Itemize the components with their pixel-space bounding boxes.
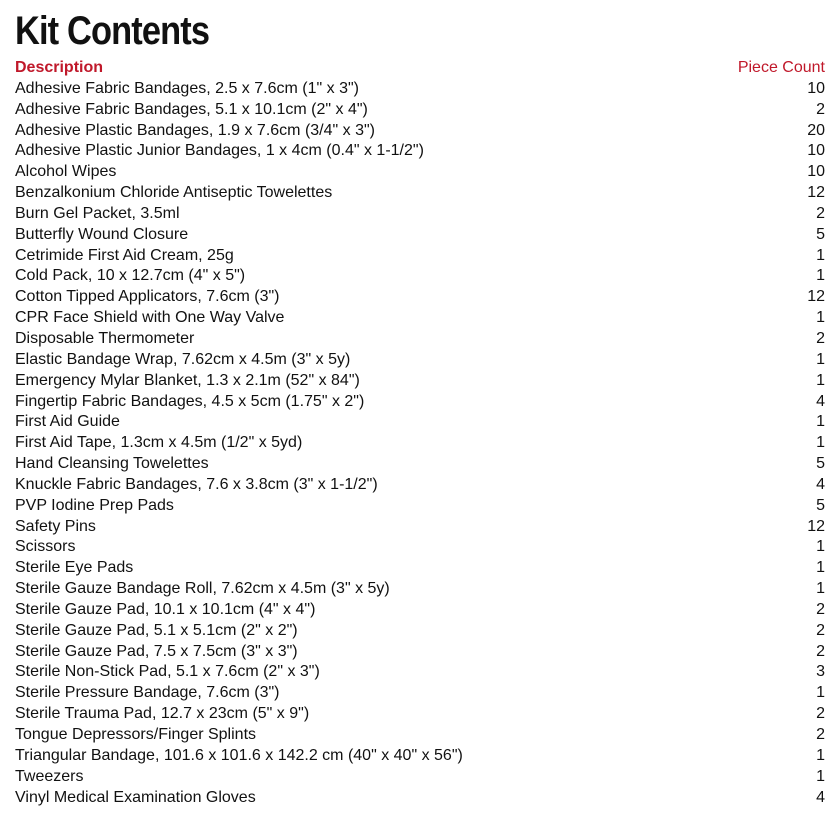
item-piece-count: 10 bbox=[807, 142, 825, 160]
item-description: Sterile Gauze Pad, 10.1 x 10.1cm (4" x 4") bbox=[15, 600, 316, 618]
page-title: Kit Contents bbox=[15, 9, 210, 53]
table-row bbox=[15, 121, 825, 142]
item-piece-count: 20 bbox=[807, 121, 825, 139]
table-row bbox=[15, 662, 825, 683]
item-description: Tweezers bbox=[15, 767, 84, 785]
table-row bbox=[15, 287, 825, 308]
item-piece-count: 1 bbox=[816, 371, 825, 389]
item-piece-count: 2 bbox=[816, 204, 825, 222]
item-description: Fingertip Fabric Bandages, 4.5 x 5cm (1.75" x 2") bbox=[15, 392, 365, 410]
table-row bbox=[15, 100, 825, 121]
item-description: First Aid Tape, 1.3cm x 4.5m (1/2" x 5yd) bbox=[15, 434, 303, 452]
item-piece-count: 1 bbox=[816, 538, 825, 556]
table-row bbox=[15, 350, 825, 371]
table-row bbox=[15, 183, 825, 204]
table-row bbox=[15, 266, 825, 287]
item-description: Adhesive Plastic Junior Bandages, 1 x 4cm (0.4" x 1-1/2") bbox=[15, 142, 424, 160]
item-description: Butterfly Wound Closure bbox=[15, 225, 189, 243]
item-description: Sterile Trauma Pad, 12.7 x 23cm (5" x 9") bbox=[15, 705, 310, 723]
item-description: Knuckle Fabric Bandages, 7.6 x 3.8cm (3" x 1-1/2") bbox=[15, 475, 378, 493]
table-row bbox=[15, 725, 825, 746]
item-piece-count: 2 bbox=[816, 100, 825, 118]
item-piece-count: 4 bbox=[816, 475, 825, 493]
item-piece-count: 5 bbox=[816, 455, 825, 473]
table-row bbox=[15, 788, 825, 809]
contents-table bbox=[15, 58, 825, 808]
item-piece-count: 1 bbox=[816, 684, 825, 702]
item-piece-count: 1 bbox=[816, 434, 825, 452]
item-description: Adhesive Plastic Bandages, 1.9 x 7.6cm (3/4" x 3") bbox=[15, 121, 375, 139]
item-description: Burn Gel Packet, 3.5ml bbox=[15, 204, 180, 222]
item-piece-count: 2 bbox=[816, 705, 825, 723]
item-description: Vinyl Medical Examination Gloves bbox=[15, 788, 256, 806]
item-description: Benzalkonium Chloride Antiseptic Towelettes bbox=[15, 184, 333, 202]
item-description: Hand Cleansing Towelettes bbox=[15, 455, 209, 473]
item-description: Adhesive Fabric Bandages, 2.5 x 7.6cm (1" x 3") bbox=[15, 79, 359, 97]
table-row bbox=[15, 746, 825, 767]
table-row bbox=[15, 517, 825, 538]
item-description: PVP Iodine Prep Pads bbox=[15, 496, 174, 514]
table-row bbox=[15, 454, 825, 475]
table-row bbox=[15, 79, 825, 100]
item-piece-count: 1 bbox=[816, 267, 825, 285]
item-piece-count: 5 bbox=[816, 225, 825, 243]
item-description: CPR Face Shield with One Way Valve bbox=[15, 309, 285, 327]
table-row bbox=[15, 683, 825, 704]
description-column-header: Description bbox=[15, 59, 104, 76]
item-piece-count: 2 bbox=[816, 329, 825, 347]
item-description: Sterile Gauze Bandage Roll, 7.62cm x 4.5m (3" x 5y) bbox=[15, 580, 390, 598]
item-piece-count: 2 bbox=[816, 600, 825, 618]
table-row bbox=[15, 558, 825, 579]
table-body bbox=[15, 79, 825, 809]
table-row bbox=[15, 308, 825, 329]
item-piece-count: 4 bbox=[816, 392, 825, 410]
item-piece-count: 2 bbox=[816, 726, 825, 743]
item-piece-count: 4 bbox=[816, 788, 825, 806]
table-row bbox=[15, 475, 825, 496]
table-row bbox=[15, 642, 825, 663]
item-description: Tongue Depressors/Finger Splints bbox=[15, 726, 257, 743]
item-piece-count: 10 bbox=[807, 163, 825, 181]
table-row bbox=[15, 141, 825, 162]
item-description: Sterile Gauze Pad, 5.1 x 5.1cm (2" x 2") bbox=[15, 621, 298, 639]
item-description: First Aid Guide bbox=[15, 413, 120, 431]
item-description: Alcohol Wipes bbox=[15, 163, 117, 181]
table-row bbox=[15, 329, 825, 350]
item-description: Triangular Bandage, 101.6 x 101.6 x 142.2 cm (40" x 40" x 56") bbox=[15, 746, 463, 764]
item-piece-count: 1 bbox=[816, 350, 825, 368]
item-piece-count: 1 bbox=[816, 559, 825, 577]
item-description: Adhesive Fabric Bandages, 5.1 x 10.1cm (2" x 4") bbox=[15, 100, 368, 118]
item-description: Sterile Gauze Pad, 7.5 x 7.5cm (3" x 3") bbox=[15, 642, 298, 660]
piece-count-column-header: Piece Count bbox=[737, 59, 825, 76]
item-piece-count: 1 bbox=[816, 246, 825, 264]
item-description: Cetrimide First Aid Cream, 25g bbox=[15, 246, 234, 264]
item-piece-count: 1 bbox=[816, 413, 825, 431]
table-row bbox=[15, 225, 825, 246]
table-row bbox=[15, 704, 825, 725]
item-piece-count: 2 bbox=[816, 642, 825, 660]
item-piece-count: 1 bbox=[816, 580, 825, 598]
table-row bbox=[15, 392, 825, 413]
table-row bbox=[15, 600, 825, 621]
item-description: Emergency Mylar Blanket, 1.3 x 2.1m (52" x 84") bbox=[15, 371, 360, 389]
table-row bbox=[15, 767, 825, 788]
kit-contents-document bbox=[15, 8, 825, 808]
item-description: Safety Pins bbox=[15, 517, 96, 535]
table-row bbox=[15, 579, 825, 600]
item-piece-count: 12 bbox=[807, 184, 825, 202]
table-row bbox=[15, 162, 825, 183]
item-piece-count: 10 bbox=[807, 79, 825, 97]
table-row bbox=[15, 371, 825, 392]
item-piece-count: 5 bbox=[816, 496, 825, 514]
table-row bbox=[15, 433, 825, 454]
item-piece-count: 1 bbox=[816, 767, 825, 785]
table-row bbox=[15, 496, 825, 517]
item-piece-count: 12 bbox=[807, 288, 825, 306]
item-description: Sterile Non-Stick Pad, 5.1 x 7.6cm (2" x 3") bbox=[15, 663, 320, 681]
item-piece-count: 12 bbox=[807, 517, 825, 535]
table-row bbox=[15, 246, 825, 267]
table-row bbox=[15, 412, 825, 433]
table-row bbox=[15, 204, 825, 225]
item-piece-count: 3 bbox=[816, 663, 825, 681]
table-row bbox=[15, 537, 825, 558]
item-piece-count: 2 bbox=[816, 621, 825, 639]
item-description: Sterile Pressure Bandage, 7.6cm (3") bbox=[15, 684, 280, 702]
table-header-row bbox=[15, 58, 825, 79]
item-description: Sterile Eye Pads bbox=[15, 559, 134, 577]
item-piece-count: 1 bbox=[816, 309, 825, 327]
item-description: Cotton Tipped Applicators, 7.6cm (3") bbox=[15, 288, 280, 306]
item-description: Cold Pack, 10 x 12.7cm (4" x 5") bbox=[15, 267, 246, 285]
table-row bbox=[15, 621, 825, 642]
item-piece-count: 1 bbox=[816, 746, 825, 764]
item-description: Elastic Bandage Wrap, 7.62cm x 4.5m (3" x 5y) bbox=[15, 350, 351, 368]
item-description: Scissors bbox=[15, 538, 76, 556]
item-description: Disposable Thermometer bbox=[15, 329, 195, 347]
